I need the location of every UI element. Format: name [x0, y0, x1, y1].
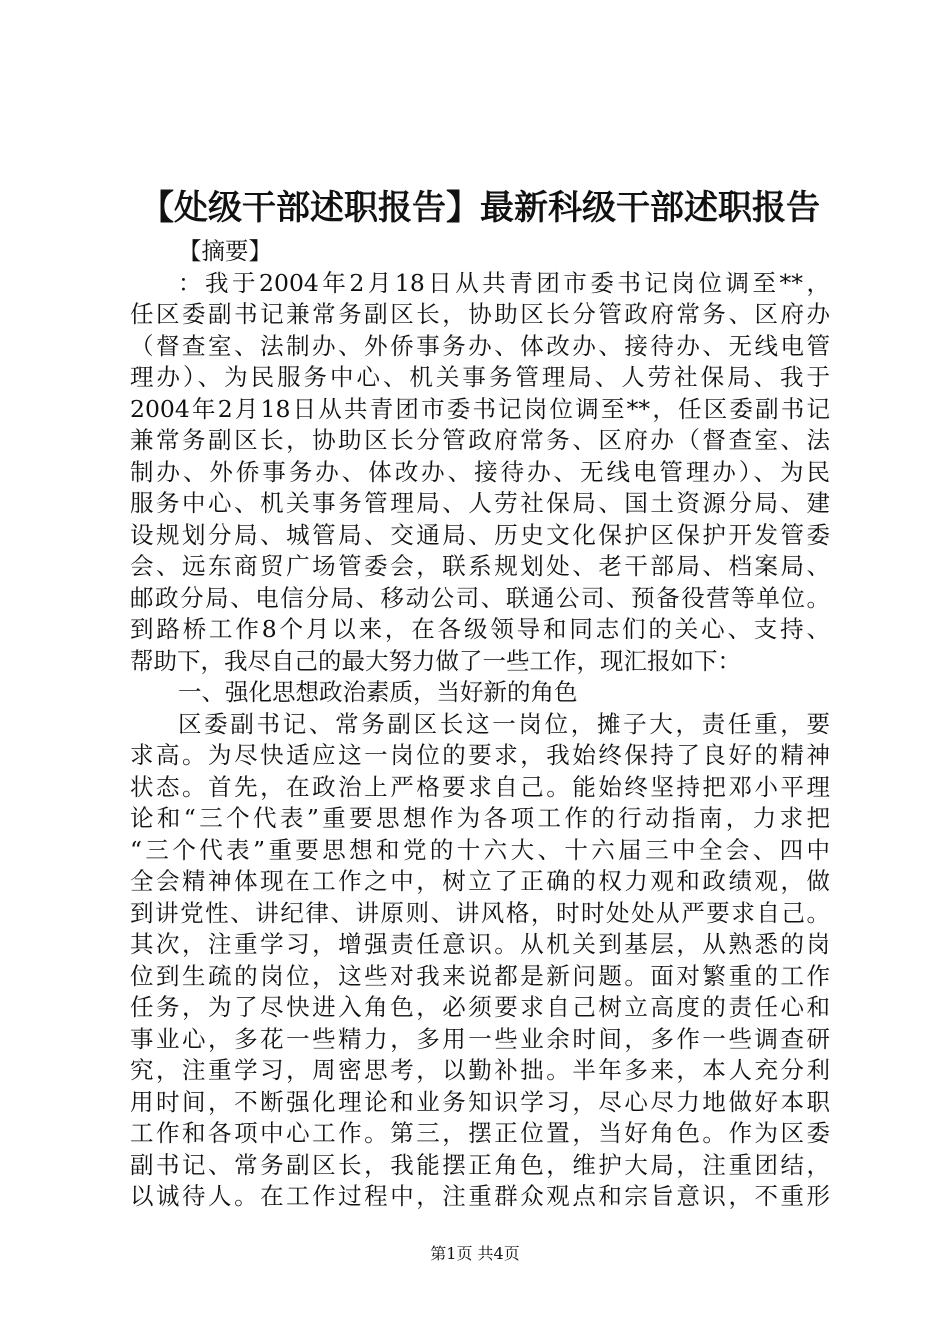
text-line: 事业心，多花一些精力，多用一些业余时间，多作一些调查研 [130, 1024, 830, 1053]
text-line: ：我于2004年2月18日从共青团市委书记岗位调至**， [178, 268, 830, 297]
text-line: 求高。为尽快适应这一岗位的要求，我始终保持了良好的精神 [130, 741, 830, 769]
text-line: 服务中心、机关事务管理局、人劳社保局、国土资源分局、建 [130, 489, 830, 517]
text-line: 究，注重学习，周密思考，以勤补拙。半年多来，本人充分利 [130, 1056, 830, 1084]
page-footer: 第1页 共4页 [430, 1244, 520, 1263]
text-line: 其次，注重学习，增强责任意识。从机关到基层，从熟悉的岗 [130, 930, 830, 958]
section-heading: 一、强化思想政治素质，当好新的角色 [178, 678, 578, 706]
abstract-heading: 【摘要】 [178, 237, 272, 265]
text-line: 副书记、常务副区长，我能摆正角色，维护大局，注重团结， [130, 1150, 830, 1179]
text-line: 到讲党性、讲纪律、讲原则、讲风格，时时处处从严要求自己。 [130, 898, 830, 927]
text-line: 帮助下，我尽自己的最大努力做了一些工作，现汇报如下： [130, 646, 741, 675]
text-line: （督查室、法制办、外侨事务办、体改办、接待办、无线电管 [130, 331, 830, 360]
text-line: 状态。首先，在政治上严格要求自己。能始终坚持把邓小平理 [130, 772, 830, 801]
page-title: 【处级干部述职报告】最新科级干部述职报告 [140, 188, 820, 228]
text-line: 设规划分局、城管局、交通局、历史文化保护区保护开发管委 [130, 520, 830, 549]
text-line: 任区委副书记兼常务副区长，协助区长分管政府常务、区府办 [130, 300, 830, 328]
text-line: 用时间，不断强化理论和业务知识学习，尽心尽力地做好本职 [130, 1087, 830, 1116]
text-line: 制办、外侨事务办、体改办、接待办、无线电管理办）、为民 [130, 457, 830, 486]
text-line: 区委副书记、常务副区长这一岗位，摊子大，责任重，要 [178, 709, 830, 738]
text-line: 会、远东商贸广场管委会，联系规划处、老干部局、档案局、 [130, 552, 830, 580]
text-line: “三个代表”重要思想和党的十六大、十六届三中全会、四中 [130, 835, 830, 864]
text-line: 兼常务副区长，协助区长分管政府常务、区府办（督查室、法 [130, 426, 830, 454]
text-line: 邮政分局、电信分局、移动公司、联通公司、预备役营等单位。 [130, 583, 830, 612]
text-line: 位到生疏的岗位，这些对我来说都是新问题。面对繁重的工作 [130, 961, 830, 990]
text-line: 以诚待人。在工作过程中，注重群众观点和宗旨意识，不重形 [130, 1182, 830, 1210]
text-line: 论和“三个代表”重要思想作为各项工作的行动指南，力求把 [130, 804, 830, 832]
text-line: 全会精神体现在工作之中，树立了正确的权力观和政绩观，做 [130, 867, 830, 895]
document-body [130, 236, 830, 1213]
text-line: 理办）、为民服务中心、机关事务管理局、人劳社保局、我于 [130, 363, 830, 391]
text-line: 2004年2月18日从共青团市委书记岗位调至**，任区委副书记 [130, 394, 830, 423]
text-line: 到路桥工作8个月以来，在各级领导和同志们的关心、支持、 [130, 615, 830, 643]
text-line: 任务，为了尽快进入角色，必须要求自己树立高度的责任心和 [130, 993, 830, 1021]
text-line: 工作和各项中心工作。第三，摆正位置，当好角色。作为区委 [130, 1119, 830, 1147]
